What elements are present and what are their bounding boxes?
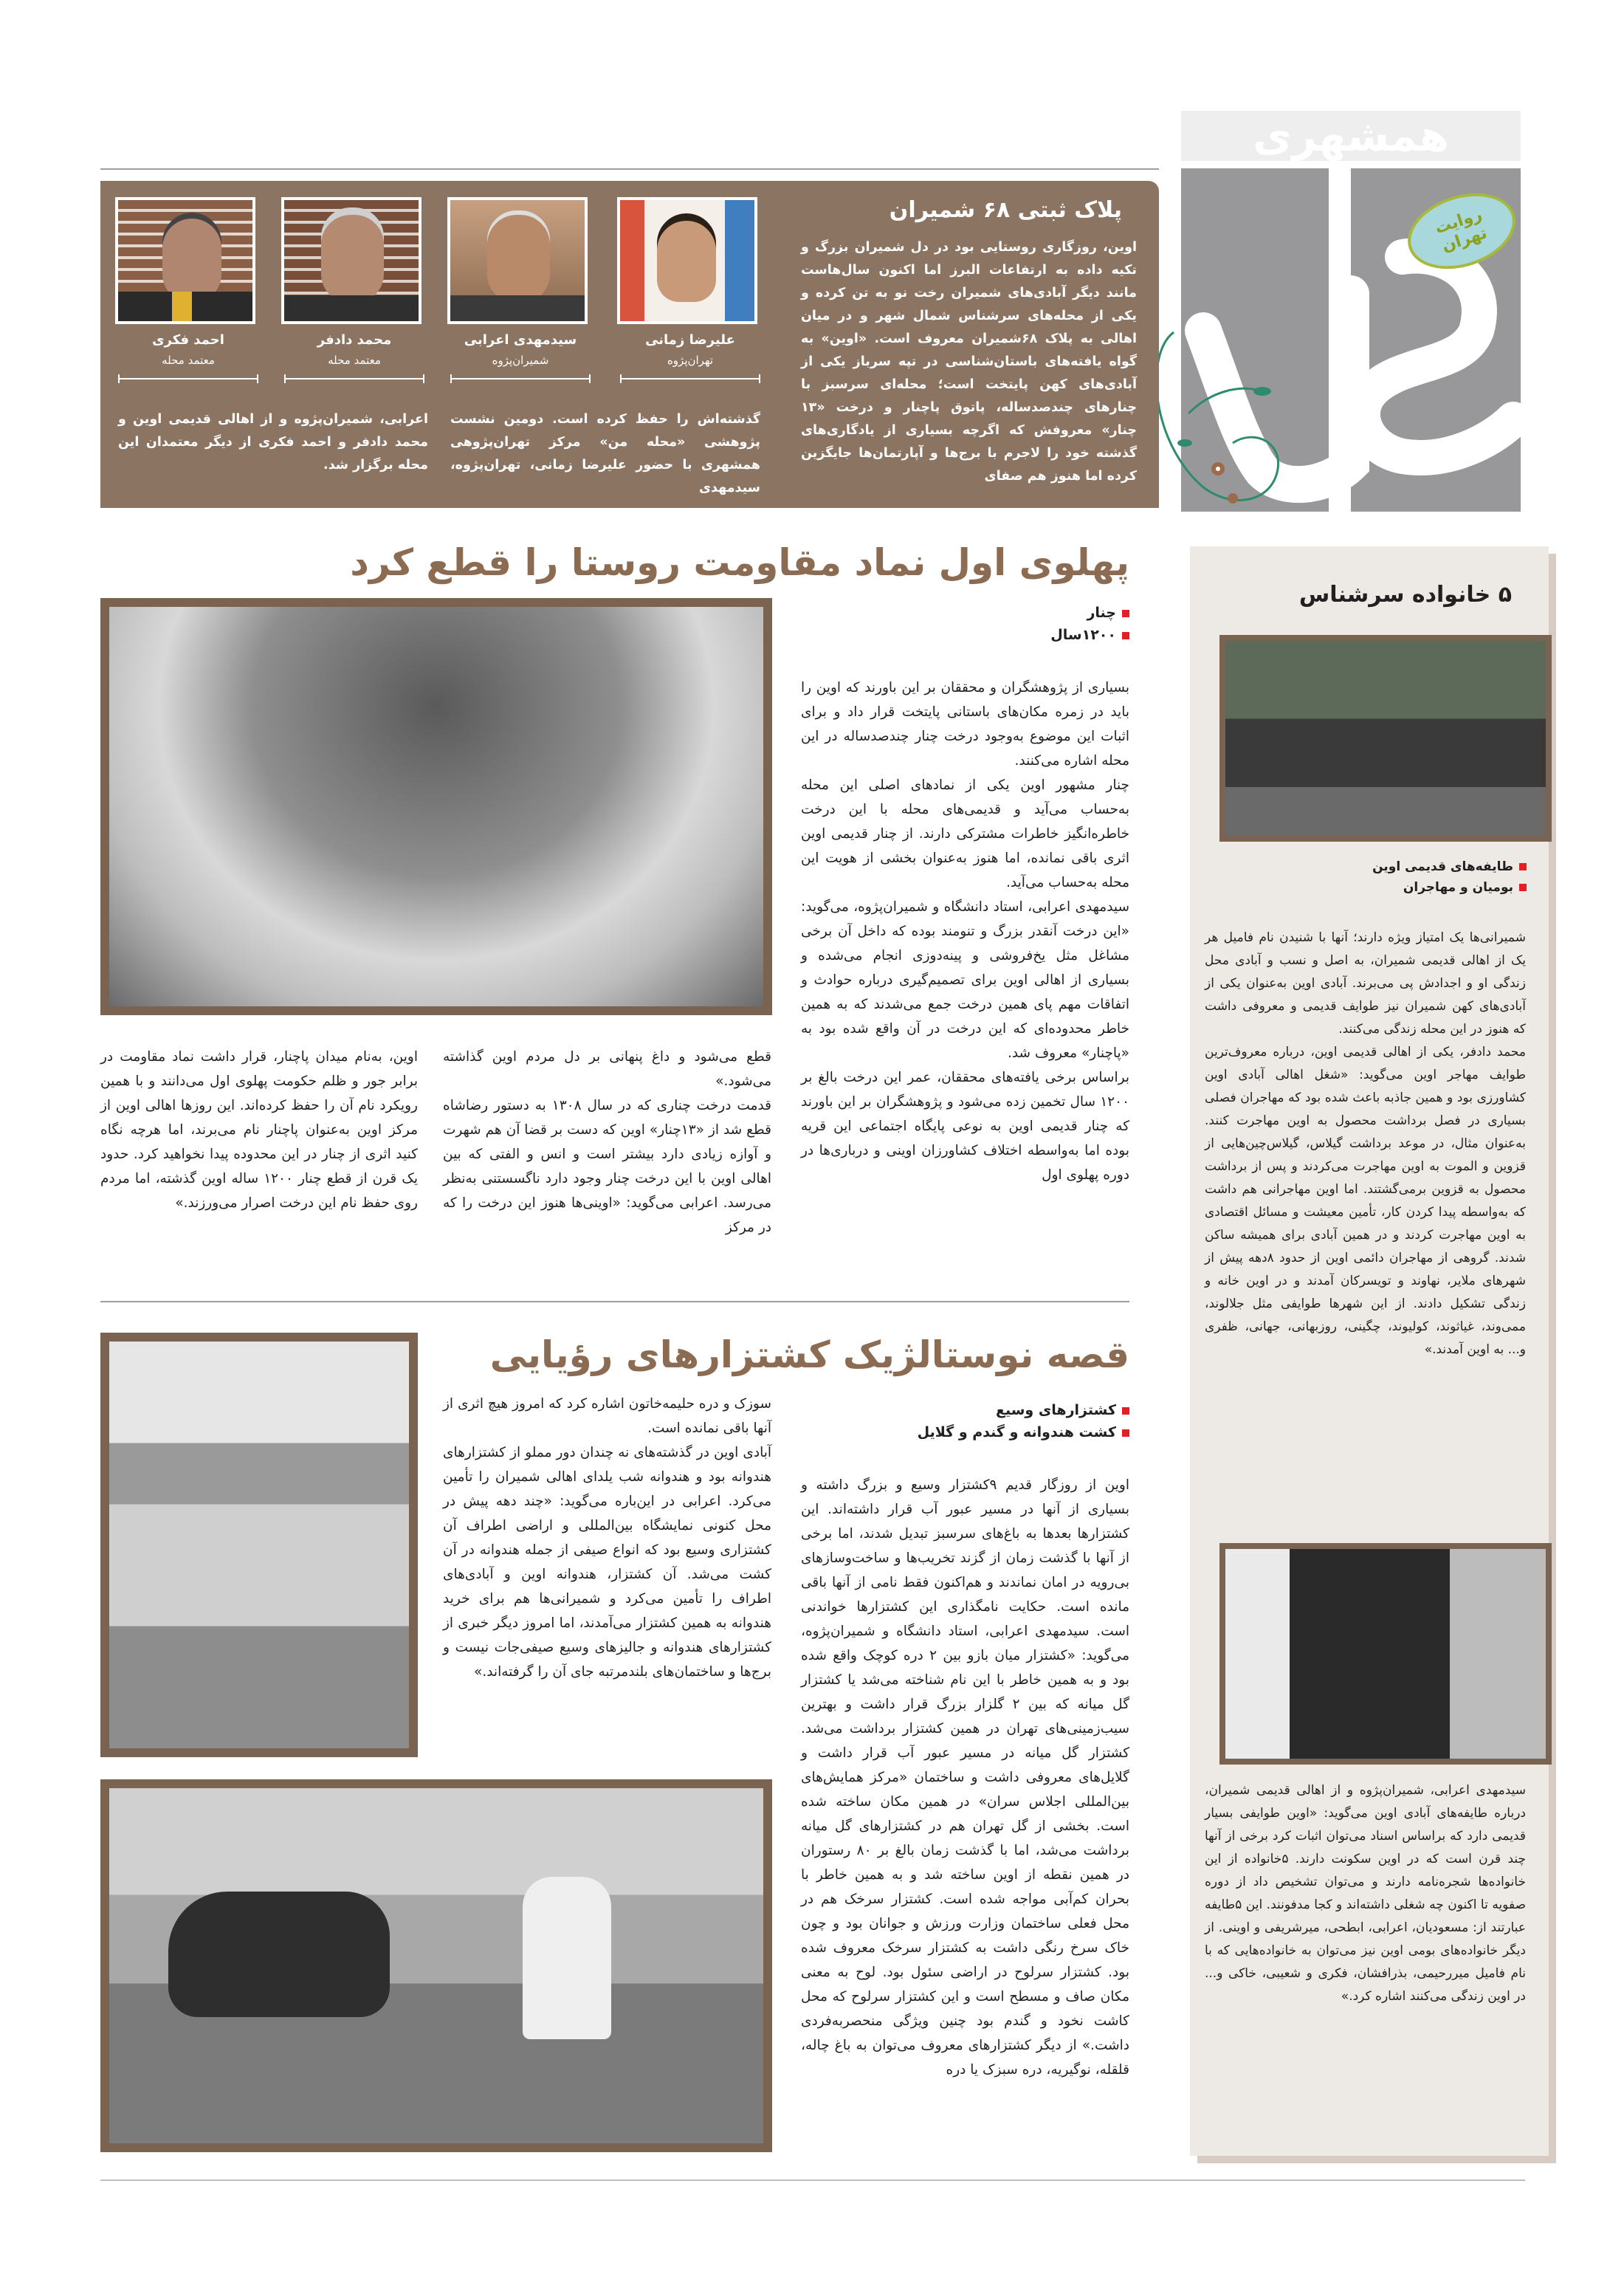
logo-badge-text: روایت تهران xyxy=(1432,205,1490,256)
bullet-square-icon xyxy=(1122,610,1129,617)
photo-farmer-threshing xyxy=(100,1333,418,1757)
intro-title: پلاک ثبتی ۶۸ شمیران xyxy=(889,197,1122,223)
sidebar-five-families xyxy=(1190,546,1549,2156)
article1-col-right xyxy=(801,676,1129,1187)
person-name: احمد فکری xyxy=(152,332,224,348)
top-divider xyxy=(100,168,1159,170)
bullet-item: کشتزارهای وسیع xyxy=(834,1399,1129,1421)
article1-bullets xyxy=(908,602,1129,646)
name-divider xyxy=(620,374,760,383)
person-role: معتمد محله xyxy=(328,354,381,367)
intro-text-col2: گذشته‌اش را حفظ کرده است. دومین نشست پژوهشی «محله من» مرکز تهران‌پژوهی همشهری با حضور علیرضا زمانی، تهران‌پژوه، سیدمهدی xyxy=(450,412,760,495)
bullet-square-icon xyxy=(1122,1407,1129,1415)
intro-box xyxy=(100,181,1159,508)
masthead xyxy=(1181,111,1528,513)
bullet-item: طایفه‌های قدیمی اوین xyxy=(1217,856,1527,877)
name-divider xyxy=(450,374,591,383)
person-role: تهران‌پژوه xyxy=(667,354,714,367)
bullet-square-icon xyxy=(1519,863,1527,870)
name-divider xyxy=(118,374,258,383)
article2-col-middle xyxy=(443,1392,771,1684)
paragraph: قدمت درخت چناری که در سال ۱۳۰۸ به دستور رضاشاه قطع شد از «۱۳چنار» اوین که دست بر قضا آن هم شهرت و آوازه زیادی دارد بیشتر است و انس و الفتی که بین اهالی اوین با این درخت چنار وجود دارد ناگسستنی به‌نظر می‌رسد. اعرابی می‌گوید: «اوینی‌ها هنوز این درخت را که در مرکز xyxy=(443,1098,771,1235)
person-name: علیرضا زمانی xyxy=(645,332,735,348)
intro-text-col1: اوین، روزگاری روستایی بود در دل شمیران بزرگ و تکیه داده به ارتفاعات البرز اما اکنون سال‌هاست مانند دیگر آبادی‌های شمیران رخت نو به تن کرده و یکی از محله‌های سرشناس شمال شهر و در میان اهالی به پلاک ۶۸شمیران معروف است. «اوین» به گواه یافته‌های باستان‌شناسی در تپه سرباز یکی از آبادی‌های کهن پایتخت است؛ محله‌ای سرسبز با چنارهای چندصدساله، پاتوق پاچنار و درخت «۱۳ چنار» معروفش که اگرچه بسیاری از یادگاری‌های گذشته خود را لاجرم با برج‌ها و آپارتمان‌ها جایگزین کرده اما هنوز هم صفای xyxy=(801,240,1138,484)
sidebar-bullets xyxy=(1217,856,1527,898)
sidebar-title: ۵ خانواده سرشناس xyxy=(1298,582,1512,608)
portrait-seyed-mehdi-aarabi xyxy=(447,197,588,324)
person-role: معتمد محله xyxy=(162,354,215,367)
name-divider xyxy=(284,374,424,383)
bottom-divider xyxy=(100,2179,1525,2181)
article1-col-middle xyxy=(443,1045,771,1240)
person-name: سیدمهدی اعرابی xyxy=(464,332,577,348)
photo-group-of-men xyxy=(1219,635,1552,842)
paragraph: اوین از روزگار قدیم ۹کشتزار وسیع و بزرگ داشته و بسیاری از آنها در مسیر عبور آب قرار داشته‌اند. این کشتزارها بعدها به باغ‌های سرسبز تبدیل شدند، اما برخی از آنها با گذشت زمان از گزند تخریب‌ها و ساخت‌وسازهای بی‌رویه در امان نماندند و هم‌اکنون فقط نامی از آنها باقی مانده است. حکایت نامگذاری این کشتزارها خواندنی است. سیدمهدی اعرابی، استاد دانشگاه و شمیران‌پژوه، می‌گوید: «کشتزار میان بازو بین ۲ دره کوچک واقع شده بود و به همین خاطر با این نام شناخته می‌شد یا کشتزار گل میانه که بین ۲ گلزار بزرگ قرار داشت و بهترین سیب‌زمینی‌های تهران در همین کشتزار برداشت می‌شد. کشتزار گل میانه در مسیر عبور آب قرار داشت و گلایل‌های معروفی داشت و ساختمان «مرکز همایش‌های بین‌المللی اجلاس سران» در همین مکان ساخته شده است. بخشی از گل تهران هم در کشتزارهای گل میانه برداشت می‌شد، اما با گذشت زمان بالغ بر ۸۰ رستوران در همین نقطه از اوین ساخته شد و به همین خاطر با بحران کم‌آبی مواجه شده است. کشتزار سرخک هم در محل فعلی ساختمان وزارت ورزش و جوانان بود و چون خاک سرخ رنگی داشت به کشتزار سرخک معروف شده بود. کشتزار سرلوح در اراضی سئول بود. لوح به معنی مکان صاف و مسطح است و این کشتزار سرلوح که محل کاشت نخود و گندم بود چنین ویژگی منحصربه‌فردی داشت.» از دیگر کشتزارهای معروف می‌توان به باغ چاله، قلقله، نوگیریه، دره سبزک یا دره xyxy=(801,1477,1130,2078)
photo-ox-plowing xyxy=(100,1779,772,2152)
paragraph: محمد دادفر، یکی از اهالی قدیمی اوین، درباره معروف‌ترین طوایف مهاجر اوین می‌گوید: «شغل اهالی آبادی اوین کشاورزی بود و همین جاذبه باعث شده بود که مهاجران فصلی بسیاری در فصل برداشت محصول به اوین مهاجرت کنند. به‌عنوان مثال، در موعد برداشت گیلاس، گیلاس‌چین‌هایی از قزوین و الموت به اوین مهاجرت می‌کردند و پس از برداشت محصول به قزوین برمی‌گشتند. اما اوین مهاجرانی هم داشت که به‌واسطه پیدا کردن کار، تأمین معیشت و مسائل اقتصادی به اوین مهاجرت کردند و در همین آبادی برای همیشه ساکن شدند. گروهی از مهاجران دائمی اوین از حدود ۸دهه پیش از شهرهای ملایر، نهاوند و تویسرکان آمدند و در اوین خانه و زندگی تشکیل دادند. از این شهرها طوایفی مثل جلالوند، ممی‌وند، غیاثوند، کولیوند، چگینی، روزبهانی، جهانی، ظفری و... به اوین آمدند.» xyxy=(1205,1045,1526,1357)
portrait-ahmad-fekri xyxy=(115,197,255,324)
bullet-item: ۱۲۰۰سال xyxy=(908,624,1129,646)
paragraph: بسیاری از پژوهشگران و محققان بر این باورند که اوین را باید در زمره مکان‌های باستانی پایتخت قرار داد و برای اثبات این موضوع به‌وجود درخت چنار چندصدساله در این محله اشاره می‌کنند. xyxy=(801,680,1129,769)
portrait-alireza-zamani xyxy=(617,197,757,324)
paragraph: سیدمهدی اعرابی، شمیران‌پژوه و از اهالی قدیمی شمیران، درباره طایفه‌های آبادی اوین می‌گوید: «اوین طوایفی بسیار قدیمی دارد که براساس اسناد می‌توان اثبات کرد برخی از آنها چند قرن است که در اوین سکونت دارند. ۵خانواده از این خانواده‌ها شجره‌نامه دارند و می‌توان تشخیص داد از دوره صفویه تا اکنون چه شغلی داشته‌اند و کجا مدفونند. این ۵طایفه عبارتند از: مسعودیان، اعرابی، ابطحی، میرشریفی و اوینی. از دیگر خانواده‌های بومی اوین نیز می‌توان به خانواده‌هایی که با نام فامیل میررحیمی، بذرافشان، فکری و شعیبی، خاکی و... در اوین زندگی می‌کنند اشاره کرد.» xyxy=(1205,1783,1527,2004)
paragraph: آبادی اوین در گذشته‌های نه چندان دور مملو از کشتزارهای هندوانه بود و هندوانه شب یلدای اهالی شمیران را تأمین می‌کرد. اعرابی در این‌باره می‌گوید: «چند دهه پیش در محل کنونی نمایشگاه بین‌المللی و اراضی اطراف آن کشتزاری وسیع بود که انواع صیفی از جمله هندوانه در آن کشت می‌شد. آن کشتزار، هندوانه اوین و آبادی‌های اطراف را تأمین می‌کرد و شمیرانی‌ها هم برای خرید هندوانه به همین کشتزار می‌آمدند، اما امروز دیگر خبری از کشتزارهای هندوانه و جالیزهای وسیع صیفی‌جات نیست و برج‌ها و ساختمان‌های بلندمرتبه جای آن را گرفته‌اند.» xyxy=(443,1445,771,1680)
article2-headline: قصه نوستالژیک کشتزارهای رؤیایی xyxy=(489,1333,1129,1376)
paragraph: چنار مشهور اوین یکی از نمادهای اصلی این محله به‌حساب می‌آید و قدیمی‌های محله با این درخت خاطره‌انگیز خاطرات مشترکی دارند. از چنار قدیمی اوین اثری باقی نمانده، اما هنوز به‌عنوان بخشی از هویت این محله به‌حساب می‌آید. xyxy=(801,777,1129,890)
bullet-square-icon xyxy=(1122,1429,1129,1437)
intro-text-col3: اعرابی، شمیران‌پژوه و از اهالی قدیمی اوین و محمد دادفر و احمد فکری از دیگر معتمدان این محله برگزار شد. xyxy=(118,412,428,473)
bullet-item: بومیان و مهاجران xyxy=(1217,877,1527,898)
paragraph: براساس برخی یافته‌های محققان، عمر این درخت بالغ بر ۱۲۰۰ سال تخمین زده می‌شود و پژوهشگران بر این باورند که چنار قدیمی اوین به نوعی پایگاه اجتماعی این قریه بوده اما به‌واسطه اختلاف کشاورزان اوینی و درباری‌ها در دوره پهلوی اول xyxy=(801,1070,1129,1183)
paragraph: سیدمهدی اعرابی، استاد دانشگاه و شمیران‌پژوه، می‌گوید: «این درخت آنقدر بزرگ و تنومند بوده که داخل آن برخی مشاغل مثل یخ‌فروشی و پینه‌دوزی انجام می‌شده و بسیاری از اهالی اوین برای تصمیم‌گیری درباره حوادث و اتفاقات مهم پای همین درخت جمع می‌شدند که به همین خاطر محدوده‌ای که این درخت در آن واقع شده بود به «پاچنار» معروف شد. xyxy=(801,899,1129,1061)
vine-ornament-icon xyxy=(1144,325,1314,517)
sidebar-text2 xyxy=(1205,1779,1526,2008)
sidebar-text1 xyxy=(1205,927,1526,1361)
photo-young-men-old xyxy=(1219,1543,1552,1765)
paragraph: اوین، به‌نام میدان پاچنار، قرار داشت نماد مقاومت در برابر جور و ظلم حکومت پهلوی اول می‌دانند و با همین رویکرد نام آن را حفظ کرده‌اند. این روزها اهالی اوین از مرکز اوین به‌عنوان پاچنار نام می‌برند، اما هرچه نگاه کنید اثری از چنار در این محدوده پیدا نخواهید کرد. حدود یک قرن از قطع چنار ۱۲۰۰ ساله اوین گذشته، اما مردم روی حفظ نام این درخت اصرار می‌ورزند.» xyxy=(100,1049,419,1211)
portrait-mohammad-dadfar xyxy=(281,197,422,324)
paper-name-logo: همشهری xyxy=(1181,111,1521,161)
paragraph: شمیرانی‌ها یک امتیاز ویژه دارند؛ آنها با شنیدن نام فامیل هر یک از اهالی قدیمی شمیران، به اصل و نسب و آبادی محل زندگی او و اجدادش پی می‌برند. آبادی اوین به‌عنوان یکی از آبادی‌های کهن شمیران نیز طوایف قدیمی و معروفی داشت که هنوز در این محله زندگی می‌کنند. xyxy=(1205,930,1526,1037)
paragraph: سوزک و دره حلیمه‌خاتون اشاره کرد که امروز هیچ اثری از آنها باقی نمانده است. xyxy=(443,1396,771,1436)
article2-bullets xyxy=(834,1399,1129,1443)
bullet-item: کشت هندوانه و گندم و گلایل xyxy=(834,1421,1129,1443)
paragraph: قطع می‌شود و داغ پنهانی بر دل مردم اوین گذاشته می‌شود.» xyxy=(443,1049,771,1089)
bullet-item: چنار xyxy=(908,602,1129,624)
photo-old-plane-tree xyxy=(100,598,772,1015)
bullet-square-icon xyxy=(1122,632,1129,639)
article1-col-left xyxy=(100,1045,418,1215)
person-name: محمد دادفر xyxy=(317,332,392,348)
person-role: شمیران‌پژوه xyxy=(492,354,549,367)
article1-headline: پهلوی اول نماد مقاومت روستا را قطع کرد xyxy=(350,541,1129,584)
bullet-square-icon xyxy=(1519,884,1527,891)
article2-col-right xyxy=(801,1473,1129,2082)
article-divider xyxy=(100,1301,1129,1302)
